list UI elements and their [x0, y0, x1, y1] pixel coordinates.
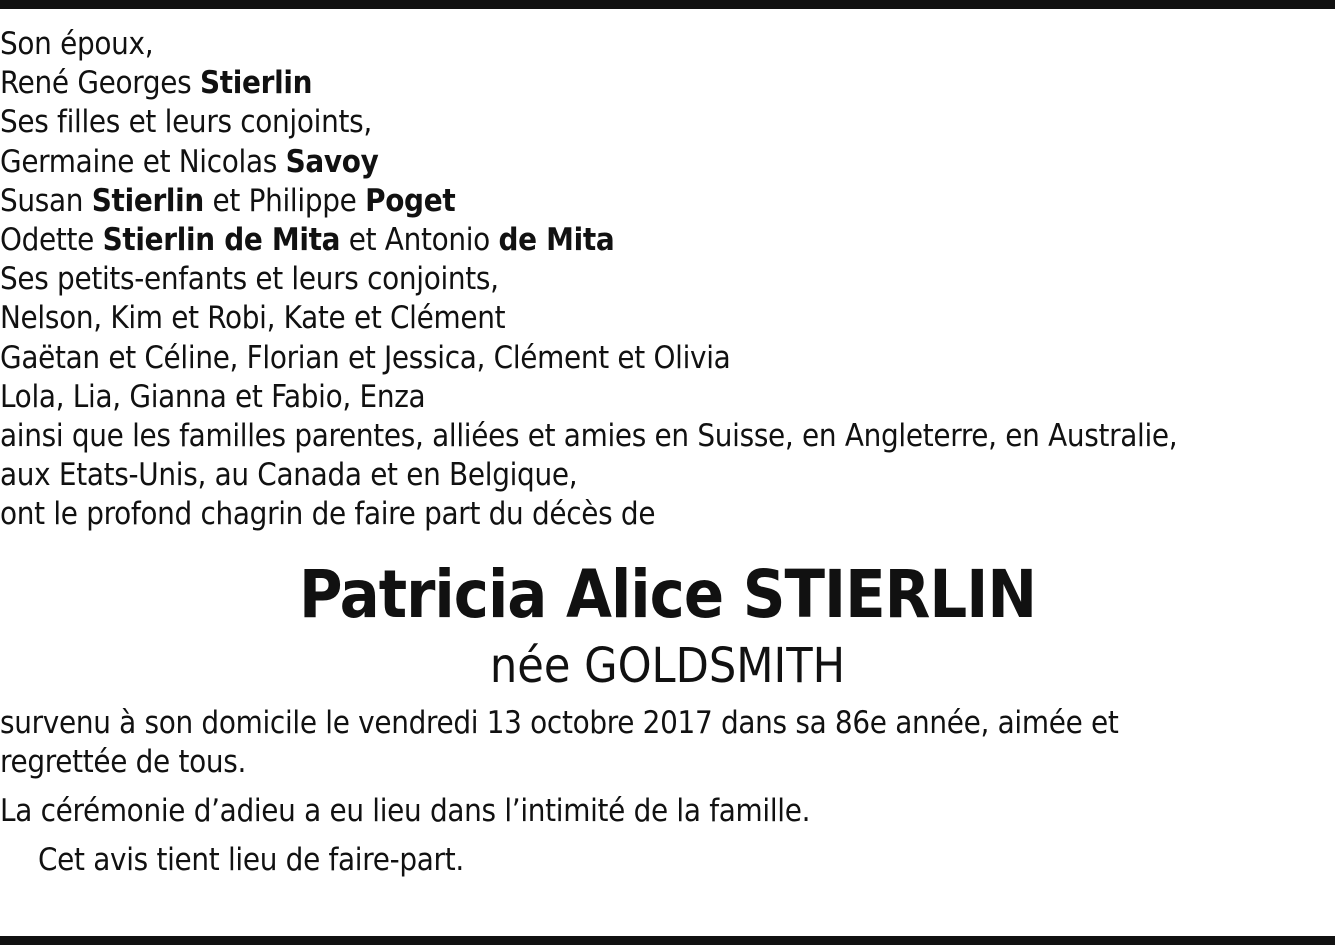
deces-line-2: regrettée de tous.	[0, 743, 247, 780]
epoux-last-name: Stierlin	[199, 65, 313, 102]
deces-line-1: survenu à son domicile le vendredi 13 octobre 2017 dans sa 86e année, aimée et	[0, 704, 1119, 741]
fille-couple-3	[0, 221, 1335, 260]
avis-paragraph: Cet avis tient lieu de faire-part.	[38, 841, 464, 878]
fille2-last-name: Stierlin	[91, 182, 204, 219]
deceased-name: Patricia Alice STIERLIN	[298, 555, 1037, 633]
top-rule	[0, 0, 1335, 9]
filles-label: Ses filles et leurs conjoints,	[0, 104, 372, 141]
fille2-partner-last: Poget	[365, 182, 456, 219]
petits-enfants-label: Ses petits-enfants et leurs conjoints,	[0, 261, 499, 298]
fille-couple-2	[0, 182, 1335, 221]
deceased-maiden-name: née GOLDSMITH	[489, 637, 846, 694]
fille3-partner-first: et Antonio	[340, 222, 499, 259]
annonce-line: ont le profond chagrin de faire part du décès de	[0, 496, 656, 533]
fille3-first-name: Odette	[0, 222, 103, 259]
epoux-first-name: René Georges	[0, 65, 200, 102]
fille-couple-1	[0, 143, 1335, 182]
fille3-last-name: Stierlin de Mita	[102, 222, 341, 259]
petits-enfants-line-3: Lola, Lia, Gianna et Fabio, Enza	[0, 378, 426, 415]
fille1-first-names: Germaine et Nicolas	[0, 143, 286, 180]
ceremonie-paragraph: La cérémonie d’adieu a eu lieu dans l’intimité de la famille.	[0, 792, 811, 829]
bottom-rule	[0, 936, 1335, 945]
fille1-last-name: Savoy	[285, 143, 379, 180]
petits-enfants-line-1: Nelson, Kim et Robi, Kate et Clément	[0, 300, 506, 337]
deces-paragraph	[0, 704, 1335, 782]
deceased-block	[0, 555, 1335, 694]
familles-line-2: aux Etats-Unis, au Canada et en Belgique,	[0, 457, 578, 494]
fille3-partner-last: de Mita	[498, 222, 615, 259]
familles-line-1: ainsi que les familles parentes, alliées et amies en Suisse, en Angleterre, en Australie,	[0, 418, 1178, 455]
epoux-label: Son époux,	[0, 26, 154, 62]
epoux-name	[0, 64, 1335, 103]
fille2-first-name: Susan	[0, 182, 92, 219]
petits-enfants-line-2: Gaëtan et Céline, Florian et Jessica, Clément et Olivia	[0, 339, 731, 376]
fille2-partner-first: et Philippe	[203, 182, 366, 219]
obituary-notice	[0, 25, 1335, 880]
